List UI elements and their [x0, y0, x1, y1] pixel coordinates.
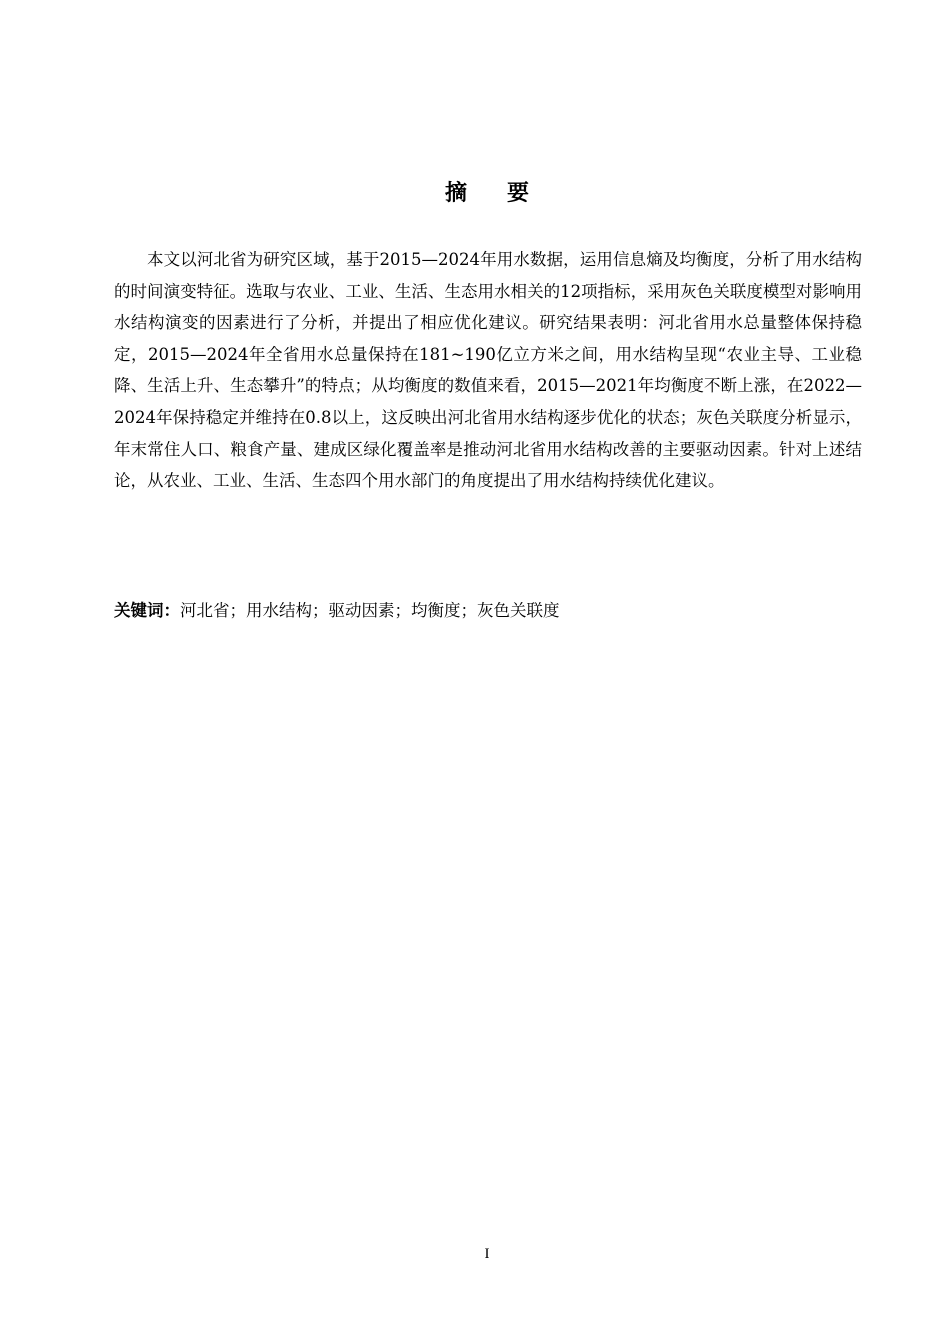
abstract-heading-part1: 摘	[444, 181, 467, 206]
abstract-heading-part2: 要	[507, 181, 530, 206]
page-number: I	[484, 1246, 490, 1262]
keywords-label: 关键词	[114, 601, 164, 620]
keywords-line	[114, 596, 862, 626]
keywords-text: 河北省；用水结构；驱动因素；均衡度；灰色关联度	[180, 601, 560, 620]
keywords-colon: ：	[163, 601, 180, 620]
abstract-body: 本文以河北省为研究区域，基于2015—2024年用水数据，运用信息熵及均衡度，分析了用水结构的时间演变特征。选取与农业、工业、生活、生态用水相关的12项指标，采用灰色关联度模型对影响用水结构演变的因素进行了分析，并提出了相应优化建议。研究结果表明：河北省用水总量整体保持稳定，2015—2024年全省用水总量保持在181~190亿立方米之间，用水结构呈现“农业主导、工业稳降、生活上升、生态攀升”的特点；从均衡度的数值来看，2015—2021年均衡度不断上涨，在2022—2024年保持稳定并维持在0.8以上，这反映出河北省用水结构逐步优化的状态；灰色关联度分析显示，年末常住人口、粮食产量、建成区绿化覆盖率是推动河北省用水结构改善的主要驱动因素。针对上述结论，从农业、工业、生活、生态四个用水部门的角度提出了用水结构持续优化建议。	[114, 250, 862, 491]
abstract-heading	[0, 178, 950, 210]
